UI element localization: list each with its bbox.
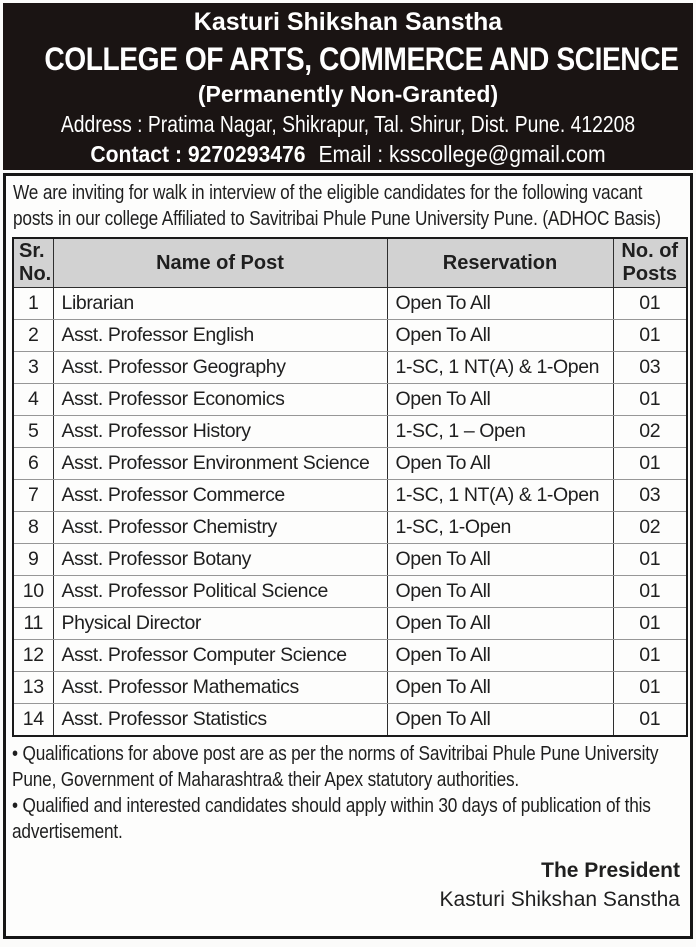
table-cell: 7 (13, 480, 53, 512)
table-cell: 1-SC, 1 NT(A) & 1-Open (387, 352, 613, 384)
table-cell: 01 (613, 320, 687, 352)
table-row (13, 416, 687, 448)
table-cell: Physical Director (53, 608, 387, 640)
vacancy-table (12, 237, 688, 737)
table-row (13, 544, 687, 576)
table-cell: 8 (13, 512, 53, 544)
status-line: (Permanently Non-Granted) (197, 81, 499, 107)
note-apply-period: • Qualified and interested candidates should apply within 30 days of publication of this advertisement. (12, 794, 651, 843)
table-cell: 01 (613, 576, 687, 608)
table-cell: 1-SC, 1 NT(A) & 1-Open (387, 480, 613, 512)
table-cell: Open To All (387, 672, 613, 704)
table-cell: Asst. Professor Computer Science (53, 640, 387, 672)
organization-name: Kasturi Shikshan Sanstha (193, 8, 503, 36)
table-cell: Asst. Professor Economics (53, 384, 387, 416)
table-cell: Open To All (387, 544, 613, 576)
table-cell: 11 (13, 608, 53, 640)
table-cell: Asst. Professor History (53, 416, 387, 448)
table-cell: Asst. Professor Environment Science (53, 448, 387, 480)
table-cell: Open To All (387, 576, 613, 608)
table-cell: Open To All (387, 288, 613, 320)
table-row (13, 608, 687, 640)
table-cell: Open To All (387, 448, 613, 480)
post-table-body (13, 288, 687, 736)
contact-number: Contact : 9270293476 (90, 141, 306, 167)
table-cell: 6 (13, 448, 53, 480)
table-cell: 01 (613, 704, 687, 736)
signatory-title: The President (541, 858, 680, 882)
table-cell: 5 (13, 416, 53, 448)
table-cell: Asst. Professor Botany (53, 544, 387, 576)
table-row (13, 576, 687, 608)
table-cell: 13 (13, 672, 53, 704)
college-name: COLLEGE OF ARTS, COMMERCE AND SCIENCE (44, 41, 679, 77)
table-cell: Asst. Professor Political Science (53, 576, 387, 608)
table-header (13, 238, 687, 288)
table-cell: 01 (613, 640, 687, 672)
table-cell: 1 (13, 288, 53, 320)
header-name-of-post: Name of Post (53, 238, 387, 288)
table-row (13, 448, 687, 480)
header-sr-no: Sr. No. (13, 238, 53, 288)
table-cell: Open To All (387, 384, 613, 416)
intro-paragraph: We are inviting for walk in interview of the eligible candidates for the following vacant posts in our college Affiliated to Savitribai Phule Pune University Pune. (ADHOC Basis) (13, 182, 661, 230)
table-cell: Asst. Professor Chemistry (53, 512, 387, 544)
table-row (13, 512, 687, 544)
body-box (3, 173, 693, 939)
address-line: Address : Pratima Nagar, Shikrapur, Tal. Shirur, Dist. Pune. 412208 (60, 111, 636, 137)
table-row (13, 480, 687, 512)
contact-line (31, 139, 666, 169)
table-cell: Librarian (53, 288, 387, 320)
table-cell: Asst. Professor Mathematics (53, 672, 387, 704)
table-row (13, 320, 687, 352)
table-cell: 02 (613, 512, 687, 544)
table-cell: Asst. Professor Statistics (53, 704, 387, 736)
table-row (13, 640, 687, 672)
table-cell: 12 (13, 640, 53, 672)
table-cell: 01 (613, 448, 687, 480)
signature-block (12, 857, 684, 915)
table-cell: Open To All (387, 320, 613, 352)
table-cell: 01 (613, 288, 687, 320)
table-cell: 4 (13, 384, 53, 416)
table-cell: 03 (613, 352, 687, 384)
table-cell: 3 (13, 352, 53, 384)
table-cell: 2 (13, 320, 53, 352)
email-address: Email : ksscollege@gmail.com (318, 141, 606, 167)
table-cell: 01 (613, 544, 687, 576)
table-row (13, 384, 687, 416)
table-cell: Asst. Professor English (53, 320, 387, 352)
header-reservation: Reservation (387, 238, 613, 288)
table-row (13, 288, 687, 320)
table-cell: Open To All (387, 704, 613, 736)
table-cell: 14 (13, 704, 53, 736)
signatory-org: Kasturi Shikshan Sanstha (439, 887, 680, 911)
table-cell: 02 (613, 416, 687, 448)
table-cell: 01 (613, 384, 687, 416)
table-row (13, 672, 687, 704)
table-row (13, 704, 687, 736)
table-cell: 10 (13, 576, 53, 608)
table-cell: Asst. Professor Geography (53, 352, 387, 384)
table-row (13, 352, 687, 384)
note-qualifications: • Qualifications for above post are as per the norms of Savitribai Phule Pune University Pune, Government of Maharashtra& their Apex statutory authorities. (12, 742, 659, 791)
table-cell: 1-SC, 1 – Open (387, 416, 613, 448)
table-cell: 9 (13, 544, 53, 576)
table-cell: 01 (613, 608, 687, 640)
header-no-of-posts: No. of Posts (613, 238, 687, 288)
table-cell: Open To All (387, 640, 613, 672)
header-banner (3, 3, 693, 170)
notes-section (12, 741, 684, 845)
table-cell: 1-SC, 1-Open (387, 512, 613, 544)
table-cell: 01 (613, 672, 687, 704)
table-cell: Asst. Professor Commerce (53, 480, 387, 512)
table-cell: Open To All (387, 608, 613, 640)
table-cell: 03 (613, 480, 687, 512)
